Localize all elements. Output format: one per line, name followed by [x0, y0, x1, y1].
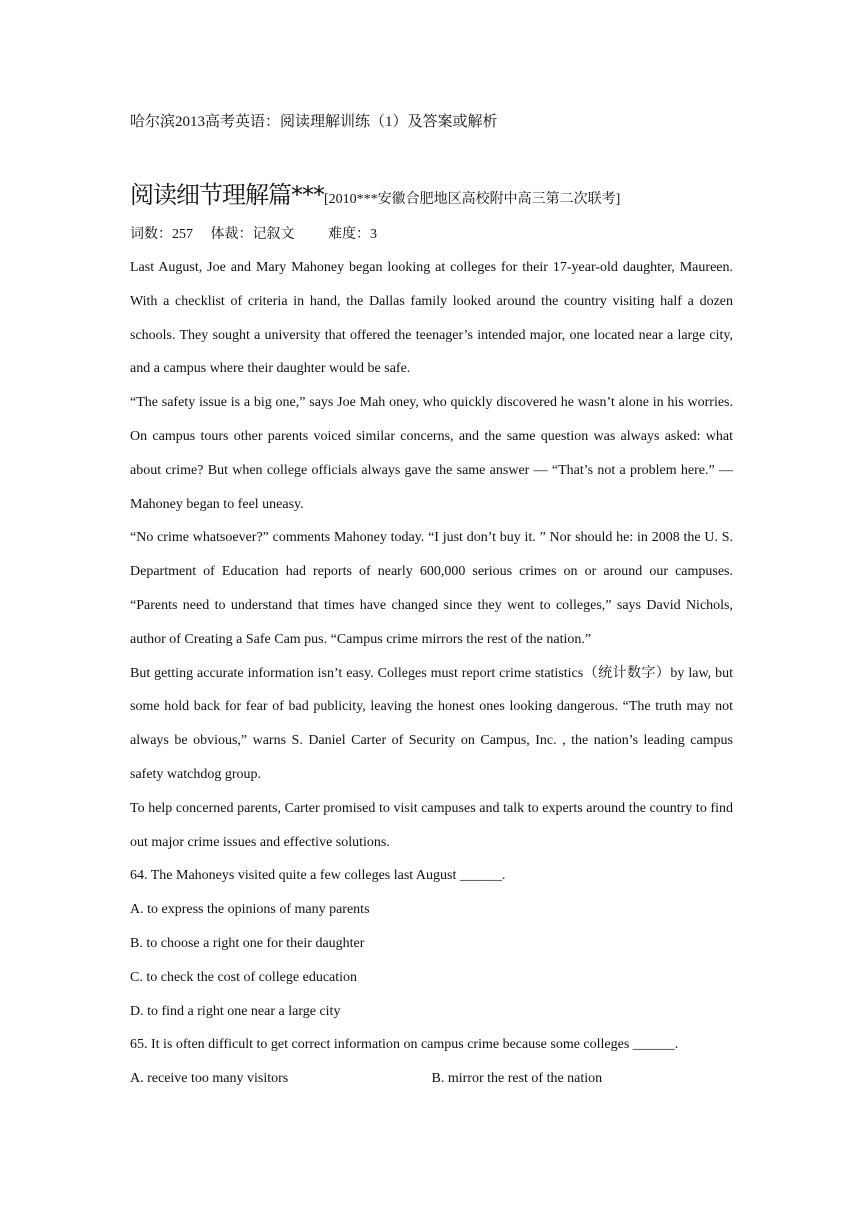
question-64-stem: 64. The Mahoneys visited quite a few colleges last August ______.	[130, 868, 506, 884]
paragraph-4: But getting accurate information isn’t easy. Colleges must report crime statistics（统计数字）by law, but some hold back for fear of bad publicity, leaving the honest ones looking dangerous. “The truth may not always be obvious,” warns S. Daniel Carter of Security on Campus, Inc. , the nation’s leading campus safety watchdog group.	[130, 665, 733, 782]
question-65-option-a: A. receive too many visitors	[130, 1071, 289, 1087]
question-64-option-a: A. to express the opinions of many parents	[130, 902, 370, 918]
paragraph-1: Last August, Joe and Mary Mahoney began looking at colleges for their 17-year-old daughter, Maureen. With a checklist of criteria in hand, the Dallas family looked around the country visiting half a dozen schools. They sought a university that offered the teenager’s intended major, one located near a large city, and a campus where their daughter would be safe.	[130, 260, 733, 377]
paragraph-5: To help concerned parents, Carter promised to visit campuses and talk to experts around the country to find out major crime issues and effective solutions.	[130, 800, 733, 850]
question-64-option-d: D. to find a right one near a large city	[130, 1003, 341, 1019]
word-count: 词数：257	[130, 227, 193, 242]
paragraph-3: “No crime whatsoever?” comments Mahoney today. “I just don’t buy it. ” Nor should he: in 2008 the U. S. Department of Education had reports of nearly 600,000 serious crimes on or around our campuses. “Parents need to understand that times have changed since they went to colleges,” says David Nichols, author of Creating a Safe Cam pus. “Campus crime mirrors the rest of the nation.”	[130, 530, 733, 647]
section-heading-source: [2010***安徽合肥地区高校附中高三第二次联考]	[324, 192, 621, 207]
passage-meta	[130, 225, 391, 245]
section-heading-main: 阅读细节理解篇***	[130, 181, 324, 209]
question-65-stem: 65. It is often difficult to get correct information on campus crime because some colleges ______.	[130, 1037, 679, 1053]
section-heading	[130, 180, 620, 215]
question-64-option-b: B. to choose a right one for their daughter	[130, 935, 365, 951]
question-65-options-row	[130, 1062, 733, 1096]
question-65-option-b: B. mirror the rest of the nation	[431, 1071, 603, 1087]
question-64-option-c: C. to check the cost of college education	[130, 969, 358, 985]
difficulty: 难度：3	[328, 227, 377, 242]
document-title: 哈尔滨2013高考英语：阅读理解训练（1）及答案或解析	[130, 114, 498, 130]
genre: 体裁：记叙文	[210, 227, 295, 242]
paragraph-2: “The safety issue is a big one,” says Joe Mah oney, who quickly discovered he wasn’t alone in his worries. On campus tours other parents voiced similar concerns, and the same question was always asked: what about crime? But when college officials always gave the same answer — “That’s not a problem here.” — Mahoney began to feel uneasy.	[130, 395, 733, 512]
passage-body	[130, 251, 733, 1096]
